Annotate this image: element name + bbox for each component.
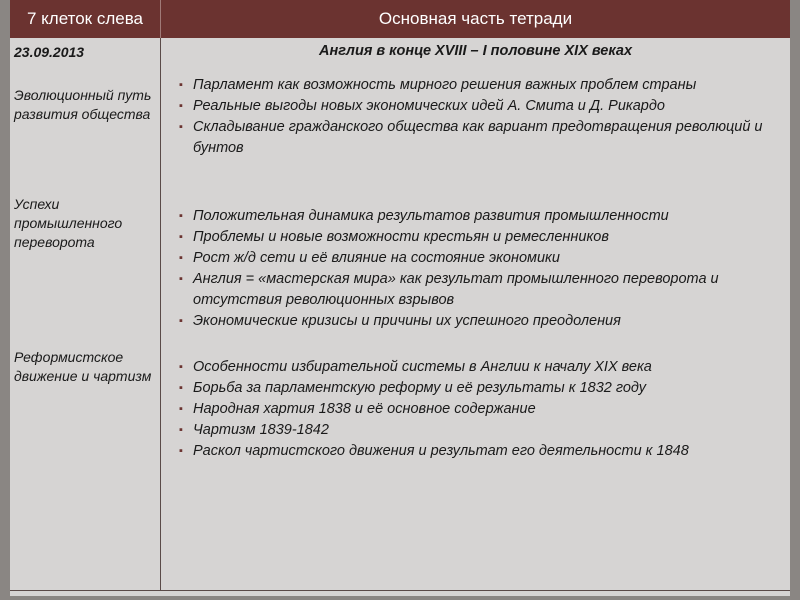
topic-2: Успехи промышленного переворота [14,196,123,250]
table-bottom-border [10,590,790,591]
list-item: ▪ Борьба за парламентскую реформу и её результаты к 1832 году [179,378,779,399]
table-header [10,0,790,38]
topic-3: Реформистское движение и чартизм [14,349,152,384]
list-item: ▪ Англия = «мастерская мира» как результат промышленного переворота и отсутствия революционных взрывов [179,269,779,311]
list-item: ▪ Положительная динамика результатов развития промышленности [179,206,779,227]
slide [10,0,790,596]
header-left-title: 7 клеток слева [10,0,161,38]
list-item: ▪ Раскол чартистского движения и результат его деятельности к 1848 [179,441,779,462]
header-right-title: Основная часть тетради [378,9,573,28]
list-item: ▪ Народная хартия 1838 и её основное содержание [179,399,779,420]
list-item: ▪ Складывание гражданского общества как вариант предотвращения революций и бунтов [179,117,779,159]
list-item: ▪ Проблемы и новые возможности крестьян и ремесленников [179,227,779,248]
point-group-3 [179,357,779,462]
column-divider [160,38,161,590]
topic-1: Эволюционный путь развития общества [14,87,152,122]
lesson-title: Англия в конце XVIII – I половине XIX веках [318,43,633,59]
list-item: ▪ Особенности избирательной системы в Англии к началу XIX века [179,357,779,378]
list-item: ▪ Реальные выгоды новых экономических идей А. Смита и Д. Рикардо [179,96,779,117]
list-item: ▪ Экономические кризисы и причины их успешного преодоления [179,311,779,332]
list-item: ▪ Парламент как возможность мирного решения важных проблем страны [179,75,779,96]
list-item: ▪ Чартизм 1839-1842 [179,420,779,441]
lesson-date: 23.09.2013 [14,44,85,60]
point-group-1 [179,75,779,159]
point-group-2 [179,206,779,332]
list-item: ▪ Рост ж/д сети и её влияние на состояние экономики [179,248,779,269]
